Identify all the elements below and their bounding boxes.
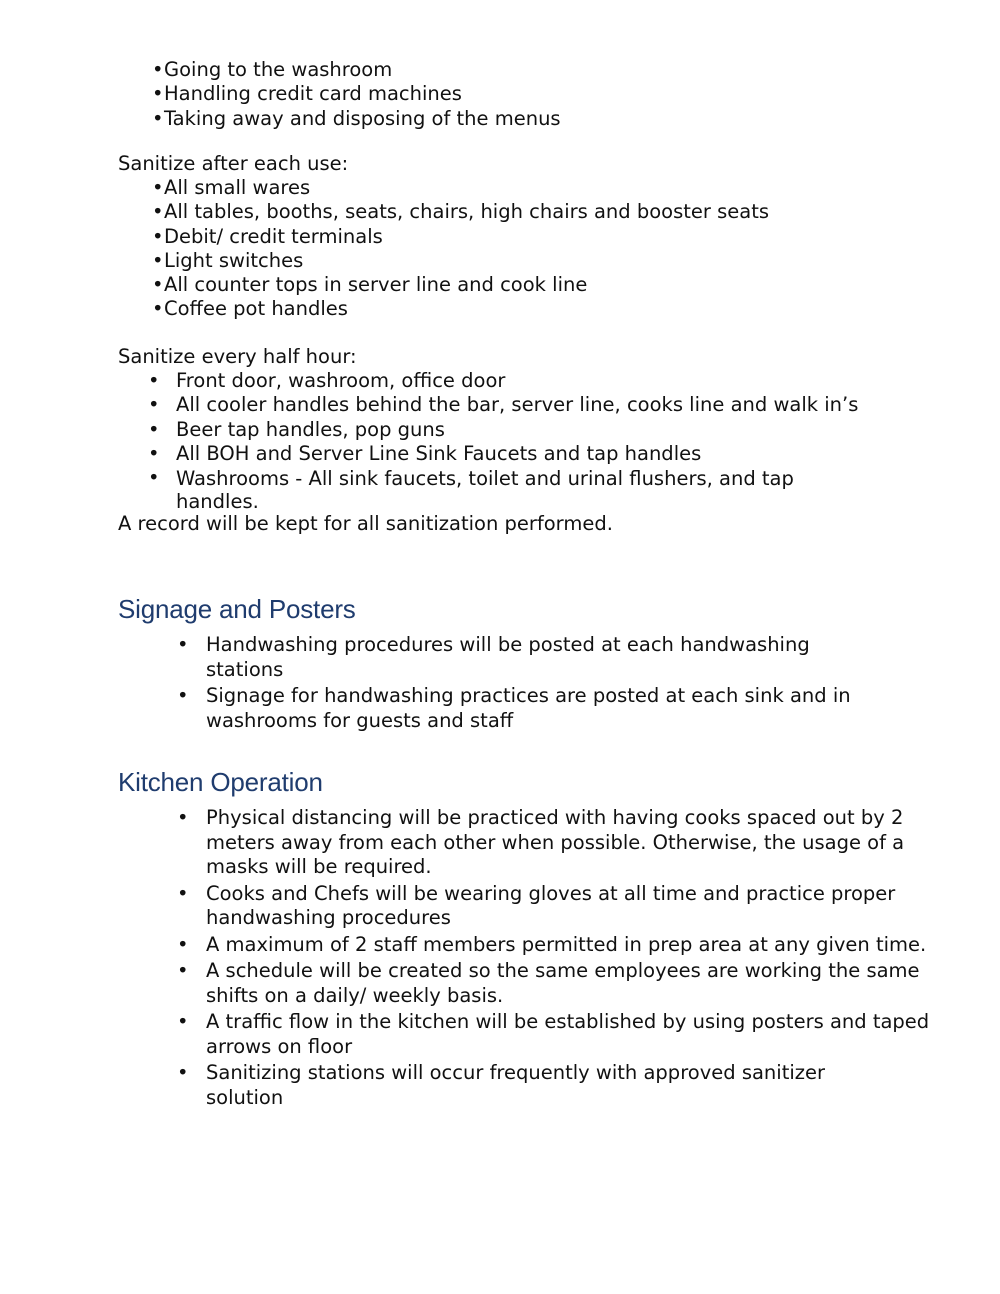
bullet-icon: • xyxy=(177,881,189,905)
bullet-icon: • xyxy=(152,248,164,272)
list-item: • A schedule will be created so the same employees are working the same shifts on a daily/ weekly basis. xyxy=(177,959,920,1007)
list-item: • All counter tops in server line and cook line xyxy=(152,273,588,297)
list-item: • Taking away and disposing of the menus xyxy=(152,106,561,130)
bullet-icon: • xyxy=(152,106,164,130)
bullet-icon: • xyxy=(152,200,164,224)
list-item: • Beer tap handles, pop guns xyxy=(148,417,445,441)
bullet-icon: • xyxy=(148,393,160,417)
list-item: • Physical distancing will be practiced with having cooks spaced out by 2 meters away from each other when possible. Otherwise, the usage of a masks will be required. xyxy=(177,806,905,878)
list-item: • All small wares xyxy=(152,176,311,199)
bullet-icon: • xyxy=(152,297,164,321)
bullet-icon: • xyxy=(177,1061,189,1084)
section-heading-signage: Signage and Posters xyxy=(118,594,356,624)
list-item: • Washrooms - All sink faucets, toilet and urinal flushers, and tap handles. xyxy=(148,466,794,514)
sanitization-record-note: A record will be kept for all sanitization performed. xyxy=(118,512,613,535)
bullet-icon: • xyxy=(152,82,164,106)
list-item: • All cooler handles behind the bar, server line, cooks line and walk in’s xyxy=(148,393,859,417)
sanitize-half-hour-list xyxy=(118,369,936,513)
list-item: • Sanitizing stations will occur frequently with approved sanitizer solution xyxy=(177,1061,826,1109)
list-item: • All BOH and Server Line Sink Faucets and tap handles xyxy=(148,441,702,465)
bullet-icon: • xyxy=(177,633,189,656)
list-item: • Going to the washroom xyxy=(152,58,393,81)
sanitize-after-list xyxy=(118,176,769,322)
bullet-icon: • xyxy=(177,959,189,982)
top-bullet-list xyxy=(118,58,561,131)
bullet-icon: • xyxy=(177,806,189,829)
bullet-icon: • xyxy=(152,273,164,297)
bullet-icon: • xyxy=(148,417,160,441)
bullet-icon: • xyxy=(152,176,164,199)
bullet-icon: • xyxy=(177,932,189,956)
bullet-icon: • xyxy=(177,684,189,707)
sanitize-half-hour-label: Sanitize every half hour: xyxy=(118,345,357,368)
bullet-icon: • xyxy=(152,224,164,248)
bullet-icon: • xyxy=(148,466,160,490)
signage-list xyxy=(118,633,966,735)
bullet-icon: • xyxy=(148,369,160,392)
list-item: • Coffee pot handles xyxy=(152,297,348,321)
section-heading-kitchen: Kitchen Operation xyxy=(118,767,323,797)
list-item: • All tables, booths, seats, chairs, high chairs and booster seats xyxy=(152,200,770,224)
list-item: • Handling credit card machines xyxy=(152,82,462,106)
bullet-icon: • xyxy=(152,58,164,81)
list-item: • A traffic flow in the kitchen will be established by using posters and taped arrows on floor xyxy=(177,1010,930,1058)
sanitize-after-label: Sanitize after each use: xyxy=(118,152,349,175)
bullet-icon: • xyxy=(177,1010,189,1033)
list-item: • Light switches xyxy=(152,248,304,272)
list-item: • Cooks and Chefs will be wearing gloves at all time and practice proper handwashing procedures xyxy=(177,881,896,929)
kitchen-list xyxy=(118,806,966,1112)
list-item: • Front door, washroom, office door xyxy=(148,369,506,392)
list-item: • Handwashing procedures will be posted at each handwashing stations xyxy=(177,633,810,681)
list-item: • Debit/ credit terminals xyxy=(152,224,383,248)
list-item: • Signage for handwashing practices are posted at each sink and in washrooms for guests and staff xyxy=(177,684,851,732)
list-item: • A maximum of 2 staff members permitted in prep area at any given time. xyxy=(177,932,927,956)
bullet-icon: • xyxy=(148,441,160,465)
